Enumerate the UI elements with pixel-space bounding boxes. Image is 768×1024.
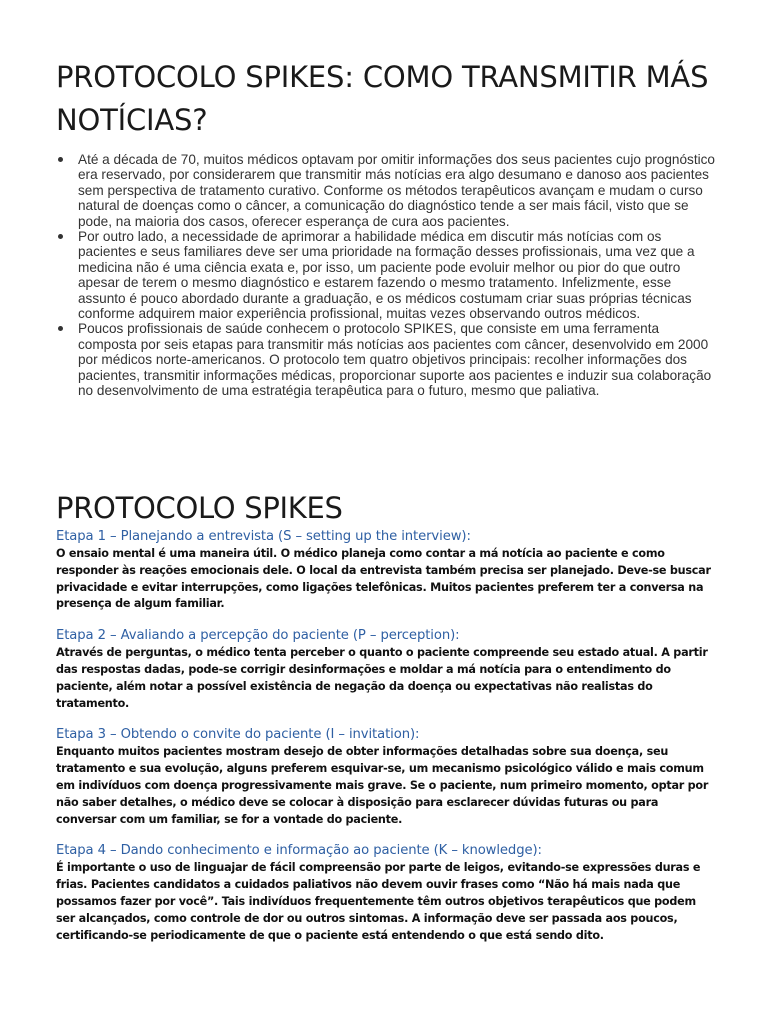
steps-list: [56, 528, 716, 958]
step-body: É importante o uso de linguajar de fácil compreensão por parte de leigos, evitando-se expressões duras e frias. Pacientes candidatos a cuidados paliativos não devem ouvir frases como “Não há mais nada que possamos fazer por você”. Tais indivíduos frequentemente têm outros objetivos terapêuticos que podem ser alcançados, como controle de dor ou outros sintomas. A informação deve ser passada aos poucos, certificando-se periodicamente de que o paciente está entendendo o que está sendo dito.: [56, 861, 701, 942]
bullet-item: [56, 229, 716, 321]
bullet-item: [56, 152, 716, 229]
bullet-icon: [58, 326, 63, 331]
step-4: [56, 842, 716, 944]
bullet-icon: [58, 234, 63, 239]
page-title: PROTOCOLO SPIKES: COMO TRANSMITIR MÁS NOTÍCIAS?: [56, 60, 709, 137]
step-title: Etapa 1 – Planejando a entrevista (S – setting up the interview):: [56, 529, 471, 544]
step-title: Etapa 3 – Obtendo o convite do paciente (I – invitation):: [56, 727, 420, 743]
bullet-text: Poucos profissionais de saúde conhecem o protocolo SPIKES, que consiste em uma ferramenta composta por seis etapas para transmitir más notícias aos pacientes com câncer, desenvolvido em 2000 por médicos norte-americanos. O protocolo tem quatro objetivos principais: recolher informações dos pacientes, transmitir informações médicas, proporcionar suporte aos pacientes e induzir sua colaboração no desenvolvimento de uma estratégia terapêutica para o futuro, mesmo que paliativa.: [78, 321, 712, 399]
bullet-text: Por outro lado, a necessidade de aprimorar a habilidade médica em discutir más notícias com os pacientes e seus familiares deve ser uma prioridade na formação desses profissionais, uma vez que a medicina não é uma ciência exata e, por isso, um paciente pode evoluir melhor ou pior do que outro apesar de terem o mesmo diagnóstico e estarem fazendo o mesmo tratamento. Infelizmente, esse assunto é pouco abordado durante a graduação, e os médicos costumam criar suas próprias técnicas conforme adquirem maior experiência profissional, muitas vezes observando outros médicos.: [78, 229, 695, 322]
intro-bullet-list: [56, 152, 716, 399]
step-2: [56, 627, 716, 712]
bullet-icon: [58, 157, 63, 162]
section-heading: PROTOCOLO SPIKES: [56, 491, 343, 525]
step-body: Enquanto muitos pacientes mostram desejo de obter informações detalhadas sobre sua doença, seu tratamento e sua evolução, alguns preferem esquivar-se, um mecanismo psicológico válido e mais comum em indivíduos com doença progressivamente mais grave. Se o paciente, num primeiro momento, optar por não saber detalhes, o médico deve se colocar à disposição para esclarecer dúvidas futuras ou para conversar com um familiar, se for a vontade do paciente.: [56, 745, 709, 826]
bullet-item: [56, 321, 716, 398]
step-body: O ensaio mental é uma maneira útil. O médico planeja como contar a má notícia ao paciente e como responder às reações emocionais dele. O local da entrevista também precisa ser planejado. Deve-se buscar privacidade e evitar interrupções, como ligações telefônicas. Muitos pacientes preferem ter a conversa na presença de algum familiar.: [56, 547, 711, 611]
step-title: Etapa 2 – Avaliando a percepção do paciente (P – perception):: [56, 628, 460, 644]
step-3: [56, 726, 716, 828]
step-title: Etapa 4 – Dando conhecimento e informação ao paciente (K – knowledge):: [56, 843, 542, 859]
step-body: Através de perguntas, o médico tenta perceber o quanto o paciente compreende seu estado atual. A partir das respostas dadas, pode-se corrigir desinformações e moldar a má notícia para o entendimento do paciente, além notar a possível existência de negação da doença ou expectativas não realistas do tratamento.: [56, 646, 708, 710]
bullet-text: Até a década de 70, muitos médicos optavam por omitir informações dos seus pacientes cujo prognóstico era reservado, por considerarem que transmitir más notícias era algo desumano e danoso aos pacientes sem perspectiva de tratamento curativo. Conforme os métodos terapêuticos avançam e mudam o curso natural de doenças como o câncer, a comunicação do diagnóstico tende a ser mais fácil, visto que se pode, na maioria dos casos, oferecer esperança de cura aos pacientes.: [78, 152, 715, 229]
step-1: [56, 528, 716, 613]
